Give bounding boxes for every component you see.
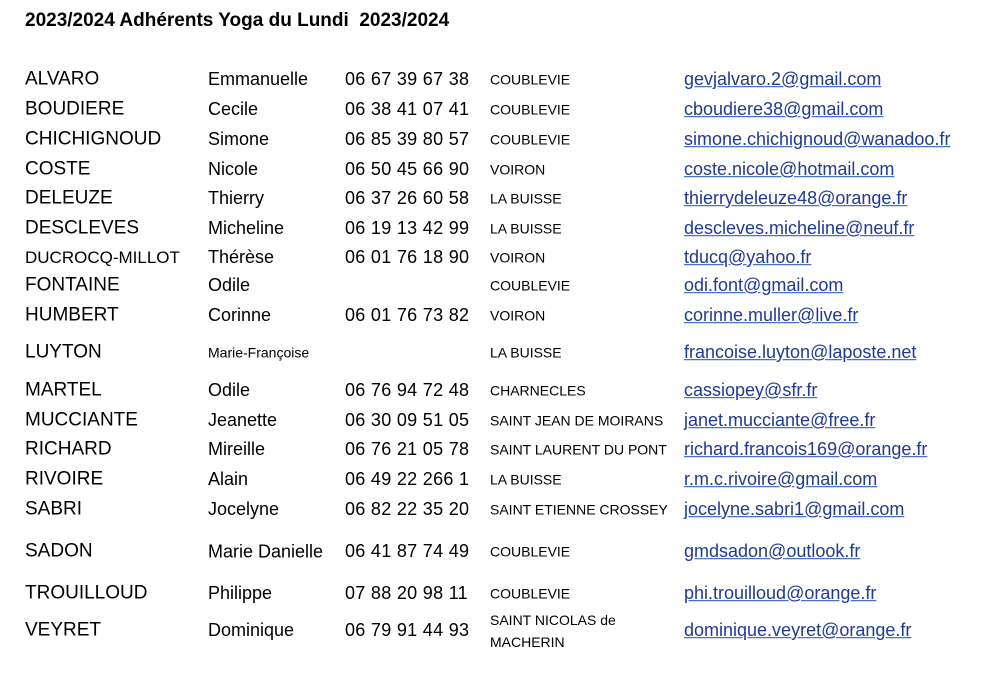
member-phone: 06 76 94 72 48	[345, 380, 470, 401]
member-phone: 06 50 45 66 90	[345, 159, 470, 180]
member-city: VOIRON	[490, 161, 546, 178]
member-city: COUBLEVIE	[490, 277, 571, 294]
member-first-name: Alain	[208, 469, 249, 490]
member-row	[0, 406, 1001, 436]
member-city: CHARNECLES	[490, 382, 586, 399]
member-phone: 06 82 22 35 20	[345, 499, 470, 520]
member-row	[0, 376, 1001, 406]
member-row	[0, 336, 1001, 370]
member-email-link[interactable]: coste.nicole@hotmail.com	[684, 159, 895, 180]
member-email-link[interactable]: cassiopey@sfr.fr	[684, 380, 818, 401]
member-row	[0, 465, 1001, 495]
member-last-name: ALVARO	[25, 68, 100, 90]
member-last-name: RIVOIRE	[25, 468, 104, 490]
member-last-name: DESCLEVES	[25, 217, 140, 239]
member-last-name: LUYTON	[25, 341, 102, 363]
member-row	[0, 272, 1001, 300]
member-row	[0, 435, 1001, 465]
member-last-name: FONTAINE	[25, 274, 120, 296]
member-row	[0, 95, 1001, 125]
member-phone: 06 76 21 05 78	[345, 439, 470, 460]
member-first-name: Marie-Françoise	[208, 344, 310, 361]
member-first-name: Micheline	[208, 218, 285, 239]
member-row	[0, 184, 1001, 214]
member-row	[0, 301, 1001, 331]
member-email-link[interactable]: richard.francois169@orange.fr	[684, 439, 928, 460]
member-first-name: Jeanette	[208, 410, 278, 431]
member-first-name: Thérèse	[208, 247, 275, 268]
member-phone: 06 01 76 73 82	[345, 305, 470, 326]
member-first-name: Dominique	[208, 620, 295, 641]
member-city: SAINT ETIENNE CROSSEY	[490, 501, 668, 518]
member-email-link[interactable]: jocelyne.sabri1@gmail.com	[684, 499, 905, 520]
member-row	[0, 495, 1001, 525]
page-title: 2023/2024 Adhérents Yoga du Lundi 2023/2024	[25, 10, 450, 31]
member-row	[0, 214, 1001, 244]
member-row	[0, 65, 1001, 95]
member-city: VOIRON	[490, 307, 546, 324]
member-city: COUBLEVIE	[490, 71, 571, 88]
member-city: COUBLEVIE	[490, 585, 571, 602]
member-city: COUBLEVIE	[490, 543, 571, 560]
member-phone: 06 49 22 266 1	[345, 469, 470, 490]
member-email-link[interactable]: janet.mucciante@free.fr	[684, 410, 876, 431]
member-phone: 06 37 26 60 58	[345, 188, 470, 209]
member-city: LA BUISSE	[490, 190, 562, 207]
member-last-name: COSTE	[25, 158, 91, 180]
member-phone: 06 79 91 44 93	[345, 620, 470, 641]
member-city: SAINT LAURENT DU PONT	[490, 441, 667, 458]
member-first-name: Thierry	[208, 188, 265, 209]
member-city: SAINT NICOLAS de MACHERIN	[490, 612, 616, 650]
member-first-name: Corinne	[208, 305, 272, 326]
member-email-link[interactable]: phi.trouilloud@orange.fr	[684, 583, 877, 604]
member-last-name: DELEUZE	[25, 187, 113, 209]
member-phone: 06 01 76 18 90	[345, 247, 470, 268]
member-last-name: HUMBERT	[25, 304, 119, 326]
member-email-link[interactable]: gmdsadon@outlook.fr	[684, 541, 861, 562]
member-city: LA BUISSE	[490, 344, 562, 361]
member-first-name: Mireille	[208, 439, 266, 460]
member-first-name: Odile	[208, 275, 251, 296]
member-email-link[interactable]: francoise.luyton@laposte.net	[684, 342, 917, 363]
member-phone: 06 38 41 07 41	[345, 99, 470, 120]
member-last-name: CHICHIGNOUD	[25, 128, 162, 150]
member-first-name: Nicole	[208, 159, 259, 180]
member-phone: 07 88 20 98 11	[345, 583, 468, 604]
member-row	[0, 579, 1001, 609]
member-email-link[interactable]: cboudiere38@gmail.com	[684, 99, 884, 120]
member-city: LA BUISSE	[490, 471, 562, 488]
member-first-name: Simone	[208, 129, 270, 150]
member-email-link[interactable]: tducq@yahoo.fr	[684, 247, 812, 268]
member-email-link[interactable]: descleves.micheline@neuf.fr	[684, 218, 915, 239]
member-phone: 06 19 13 42 99	[345, 218, 470, 239]
member-first-name: Marie Danielle	[208, 541, 324, 562]
member-phone: 06 30 09 51 05	[345, 410, 470, 431]
member-email-link[interactable]: r.m.c.rivoire@gmail.com	[684, 469, 878, 490]
member-email-link[interactable]: dominique.veyret@orange.fr	[684, 620, 912, 641]
member-row	[0, 125, 1001, 155]
member-last-name: SADON	[25, 540, 93, 562]
member-city: LA BUISSE	[490, 220, 562, 237]
member-row	[0, 155, 1001, 185]
member-last-name: MARTEL	[25, 379, 102, 401]
member-city: SAINT JEAN DE MOIRANS	[490, 412, 664, 429]
member-last-name: VEYRET	[25, 619, 102, 641]
member-first-name: Jocelyne	[208, 499, 280, 520]
member-first-name: Philippe	[208, 583, 273, 604]
member-row	[0, 524, 1001, 580]
member-first-name: Emmanuelle	[208, 69, 309, 90]
member-email-link[interactable]: corinne.muller@live.fr	[684, 305, 859, 326]
member-first-name: Cecile	[208, 99, 259, 120]
member-email-link[interactable]: gevjalvaro.2@gmail.com	[684, 69, 882, 90]
member-city: COUBLEVIE	[490, 101, 571, 118]
member-last-name: SABRI	[25, 498, 83, 520]
member-row	[0, 244, 1001, 272]
member-last-name: DUCROCQ-MILLOT	[25, 247, 180, 267]
member-email-link[interactable]: simone.chichignoud@wanadoo.fr	[684, 129, 951, 150]
member-last-name: RICHARD	[25, 438, 112, 460]
member-city: VOIRON	[490, 249, 546, 266]
member-row	[0, 608, 1001, 654]
member-last-name: BOUDIERE	[25, 98, 125, 120]
member-phone: 06 85 39 80 57	[345, 129, 470, 150]
member-email-link[interactable]: thierrydeleuze48@orange.fr	[684, 188, 908, 209]
member-last-name: MUCCIANTE	[25, 409, 138, 431]
member-email-link[interactable]: odi.font@gmail.com	[684, 275, 844, 296]
member-first-name: Odile	[208, 380, 251, 401]
member-phone: 06 67 39 67 38	[345, 69, 470, 90]
member-phone: 06 41 87 74 49	[345, 541, 470, 562]
member-city: COUBLEVIE	[490, 131, 571, 148]
member-last-name: TROUILLOUD	[25, 582, 148, 604]
